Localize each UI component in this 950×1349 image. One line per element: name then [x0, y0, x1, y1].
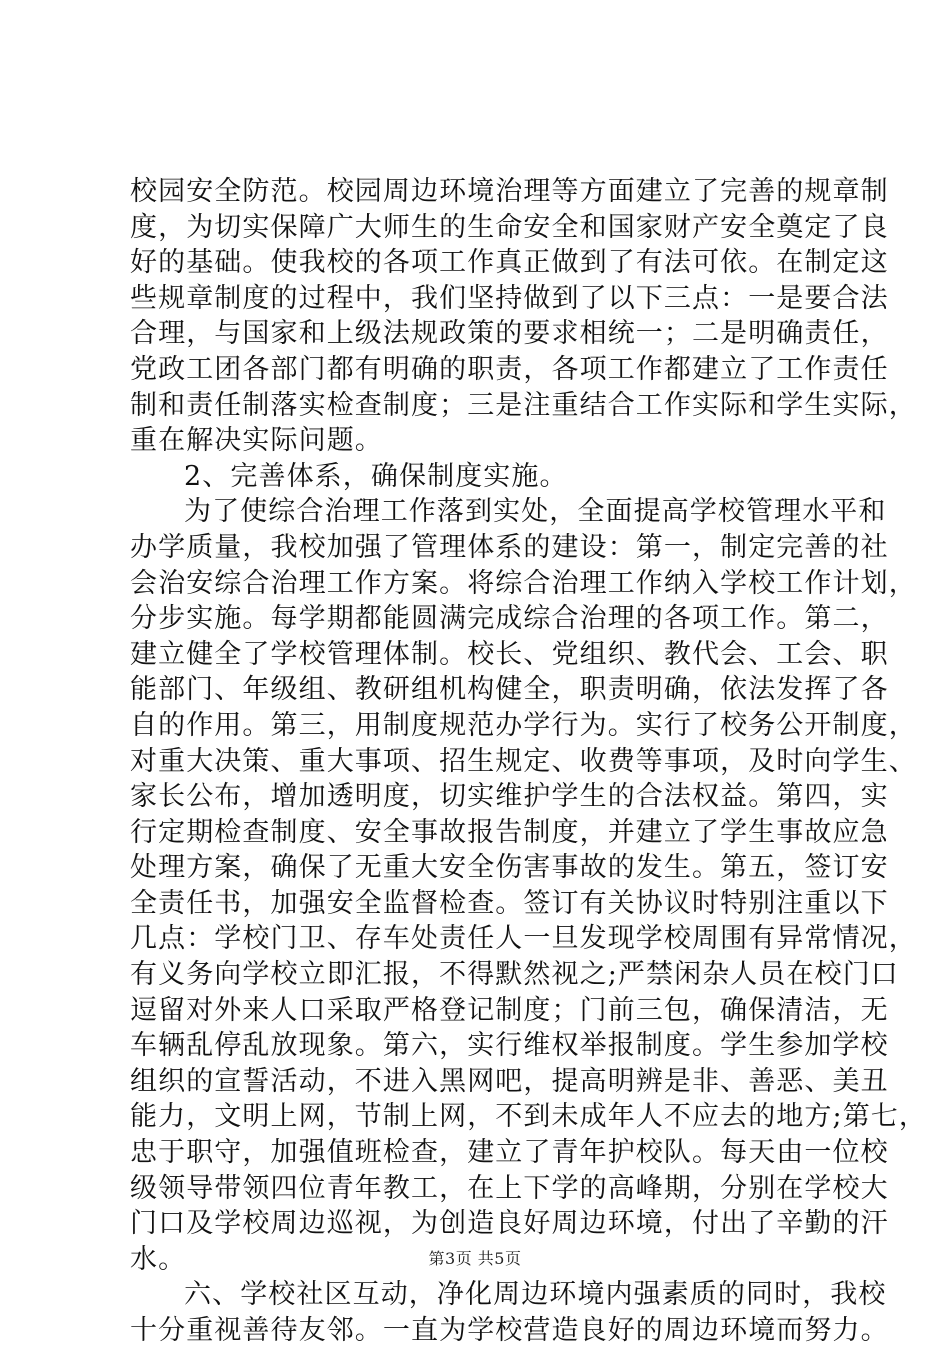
- text-line: 六、学校社区互动，净化周边环境内强素质的同时，我校: [184, 1279, 887, 1311]
- document-body: [130, 174, 927, 1349]
- text-line: 为了使综合治理工作落到实处，全面提高学校管理水平和: [184, 496, 887, 528]
- text-line: 度，为切实保障广大师生的生命安全和国家财产安全奠定了良: [130, 211, 889, 243]
- text-line: 逗留对外来人口采取严格登记制度；门前三包，确保清洁，无: [130, 994, 889, 1026]
- text-line: 家长公布，增加透明度，切实维护学生的合法权益。第四，实: [130, 781, 889, 813]
- paragraph: [130, 459, 828, 495]
- text-line: 重在解决实际问题。: [130, 425, 383, 457]
- text-line: 全责任书，加强安全监督检查。签订有关协议时特别注重以下: [130, 887, 889, 919]
- text-line: 处理方案，确保了无重大安全伤害事故的发生。第五，签订安: [130, 852, 889, 884]
- paragraph: [130, 174, 917, 459]
- text-line: 对重大决策、重大事项、招生规定、收费等事项，及时向学生、: [130, 745, 917, 777]
- page-number-footer: 第3页 共5页: [428, 1249, 522, 1268]
- text-line: 党政工团各部门都有明确的职责，各项工作都建立了工作责任: [130, 353, 889, 385]
- text-line: 忠于职守，加强值班检查，建立了青年护校队。每天由一位校: [130, 1137, 889, 1169]
- paragraph: [130, 1277, 889, 1348]
- text-line: 水。: [130, 1243, 187, 1275]
- text-line: 行定期检查制度、安全事故报告制度，并建立了学生事故应急: [130, 816, 889, 848]
- text-line: 有义务向学校立即汇报，不得默然视之;严禁闲杂人员在校门口: [130, 959, 899, 991]
- text-line: 制和责任制落实检查制度；三是注重结合工作实际和学生实际，: [130, 389, 917, 421]
- text-line: 能部门、年级组、教研组机构健全，职责明确，依法发挥了各: [130, 674, 889, 706]
- text-line: 办学质量，我校加强了管理体系的建设：第一，制定完善的社: [130, 531, 889, 563]
- paragraph: [130, 494, 927, 1277]
- text-line: 级领导带领四位青年教工，在上下学的高峰期，分别在学校大: [130, 1172, 889, 1204]
- text-line: 自的作用。第三，用制度规范办学行为。实行了校务公开制度，: [130, 709, 917, 741]
- text-line: 建立健全了学校管理体制。校长、党组织、教代会、工会、职: [130, 638, 889, 670]
- text-line: 2、完善体系，确保制度实施。: [184, 460, 568, 492]
- text-line: 几点：学校门卫、存车处责任人一旦发现学校周围有异常情况，: [130, 923, 917, 955]
- text-line: 分步实施。每学期都能圆满完成综合治理的各项工作。第二，: [130, 603, 889, 635]
- text-line: 能力，文明上网，节制上网，不到未成年人不应去的地方;第七，: [130, 1101, 927, 1133]
- text-line: 组织的宣誓活动，不进入黑网吧，提高明辨是非、善恶、美丑: [130, 1065, 889, 1097]
- text-line: 些规章制度的过程中，我们坚持做到了以下三点：一是要合法: [130, 282, 889, 314]
- text-line: 合理，与国家和上级法规政策的要求相统一；二是明确责任，: [130, 318, 889, 350]
- text-line: 十分重视善待友邻。一直为学校营造良好的周边环境而努力。: [130, 1315, 889, 1346]
- text-line: 车辆乱停乱放现象。第六，实行维权举报制度。学生参加学校: [130, 1030, 889, 1062]
- text-line: 门口及学校周边巡视，为创造良好周边环境，付出了辛勤的汗: [130, 1208, 889, 1240]
- text-line: 好的基础。使我校的各项工作真正做到了有法可依。在制定这: [130, 247, 889, 279]
- text-line: 校园安全防范。校园周边环境治理等方面建立了完善的规章制: [130, 176, 889, 207]
- text-line: 会治安综合治理工作方案。将综合治理工作纳入学校工作计划，: [130, 567, 917, 599]
